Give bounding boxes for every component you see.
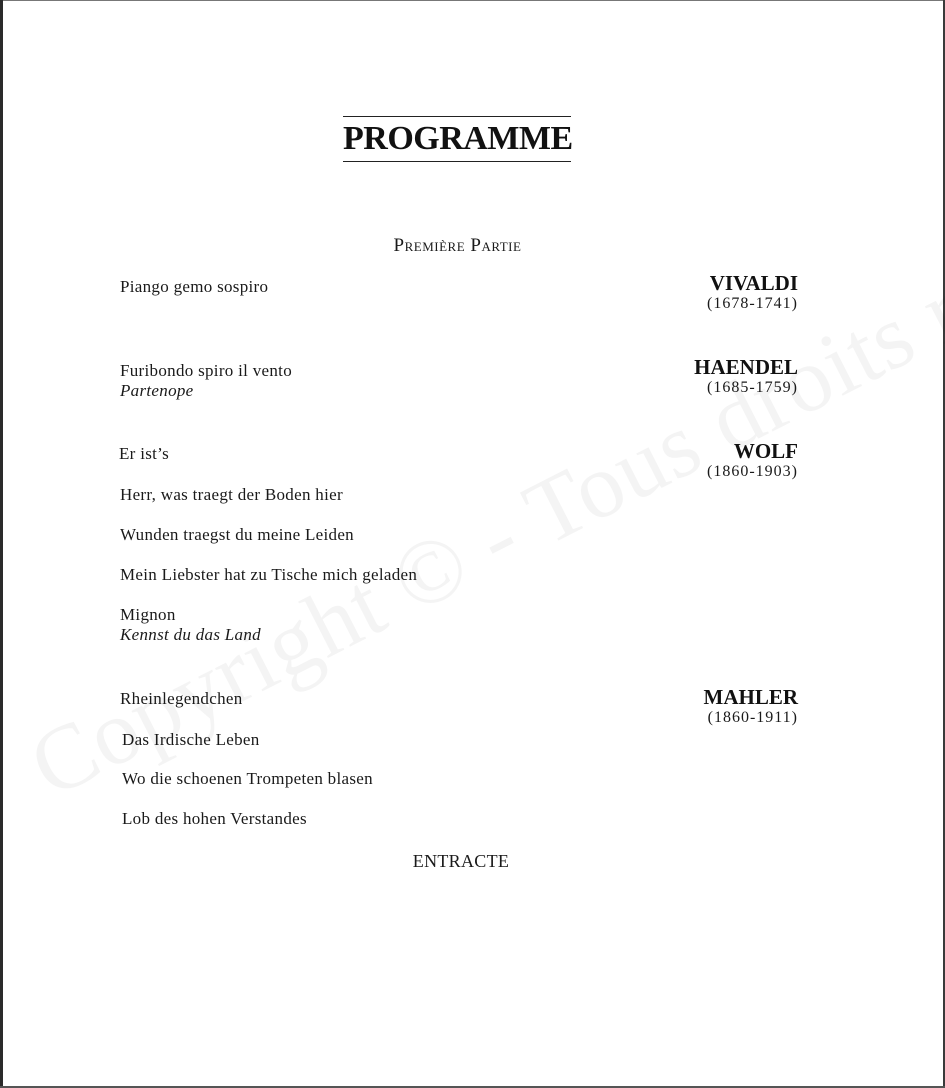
composer-block: [658, 356, 798, 398]
composer-block: [658, 440, 798, 482]
work-item: [120, 525, 354, 545]
work-item: [120, 605, 261, 645]
work-item: [120, 565, 417, 585]
work-title: Piango gemo sospiro: [120, 277, 269, 296]
work-item: [120, 361, 292, 401]
composer-dates: (1860-1911): [707, 709, 798, 726]
work-title: Wunden traegst du meine Leiden: [120, 525, 354, 544]
work-item: [120, 689, 243, 709]
work-title: Das Irdische Leben: [122, 730, 260, 749]
work-title: Mignon: [120, 605, 176, 624]
work-title: Mein Liebster hat zu Tische mich geladen: [120, 565, 418, 584]
composer-block: [658, 686, 798, 728]
work-title: Furibondo spiro il vento: [120, 361, 293, 380]
section-heading-text: Première Partie: [393, 235, 522, 256]
work-title: Herr, was traegt der Boden hier: [120, 485, 343, 504]
composer-block: [658, 272, 798, 314]
page-title: PROGRAMME: [343, 120, 573, 157]
work-item: [120, 485, 343, 505]
page-edge-left: [0, 0, 3, 1088]
composer-name: VIVALDI: [709, 271, 798, 295]
composer-dates: (1860-1903): [707, 463, 798, 480]
composer-name: MAHLER: [703, 685, 798, 709]
page-title-frame: [343, 116, 571, 162]
work-subtitle: Partenope: [120, 381, 194, 400]
section-heading: [0, 235, 915, 257]
work-item: [122, 769, 373, 789]
work-item: [120, 277, 268, 297]
work-item: [119, 444, 169, 464]
composer-name: WOLF: [733, 439, 798, 463]
composer-name: HAENDEL: [694, 355, 798, 379]
work-title: Er ist’s: [119, 444, 170, 463]
work-title: Wo die schoenen Trompeten blasen: [122, 769, 373, 788]
work-item: [122, 809, 307, 829]
work-item: [122, 730, 260, 750]
page-edge-top: [0, 0, 945, 1]
work-title: Lob des hohen Verstandes: [122, 809, 307, 828]
composer-dates: (1685-1759): [707, 379, 798, 396]
entracte-label: ENTRACTE: [412, 851, 510, 871]
composer-dates: (1678-1741): [707, 295, 798, 312]
work-title: Rheinlegendchen: [120, 689, 243, 708]
work-subtitle: Kennst du das Land: [120, 625, 261, 644]
